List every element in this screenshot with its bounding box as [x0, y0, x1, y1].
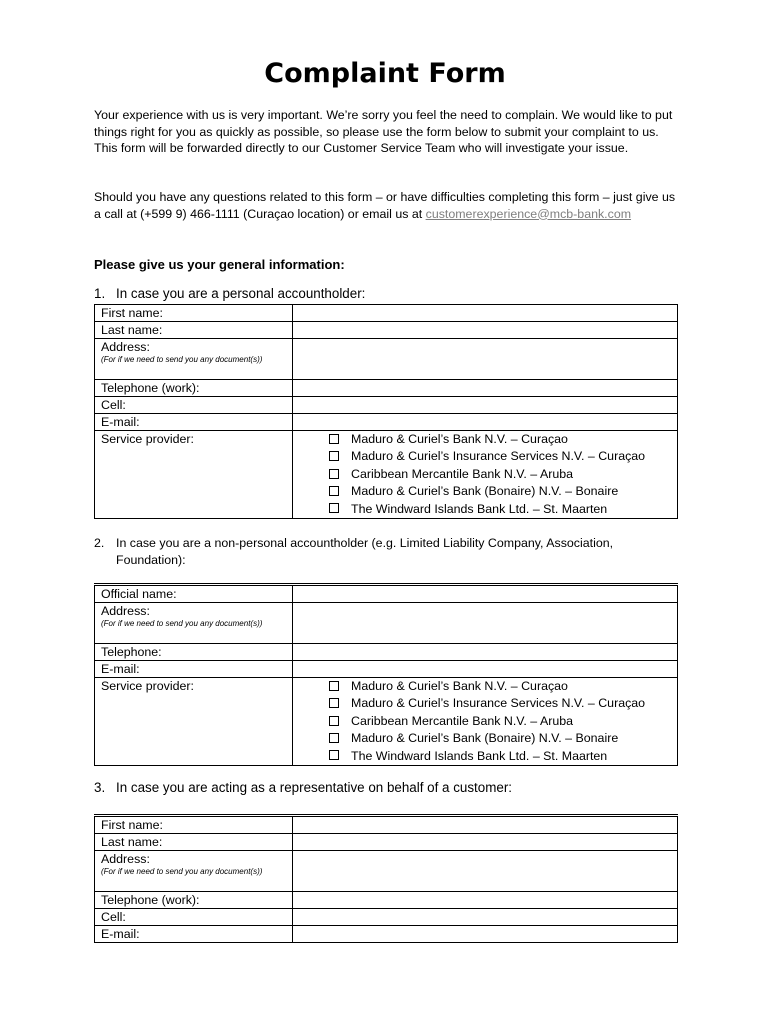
official-name-field[interactable] — [293, 585, 678, 603]
telephone-field[interactable] — [293, 380, 678, 397]
last-name-field[interactable] — [293, 322, 678, 339]
representative-table — [94, 814, 678, 943]
checkbox-icon[interactable] — [329, 451, 339, 461]
first-name-field[interactable] — [293, 305, 678, 322]
last-name-field[interactable] — [293, 834, 678, 851]
last-name-label: Last name: — [95, 322, 293, 339]
telephone-label: Telephone (work): — [95, 380, 293, 397]
intro-paragraph: Your experience with us is very important. We’re sorry you feel the need to complain. We would like to put things right for you as quickly as possible, so please use the form below to submit your complaint to us. This form will be forwarded directly to our Customer Service Team who will investigate your issue. — [94, 108, 673, 156]
first-name-label: First name: — [95, 305, 293, 322]
service-provider-options — [293, 678, 678, 766]
cell-label: Cell: — [95, 909, 293, 926]
table-row — [95, 644, 678, 661]
address-field[interactable] — [293, 603, 678, 644]
service-option[interactable] — [329, 501, 671, 518]
email-label: E-mail: — [95, 661, 293, 678]
address-label: Address: — [101, 340, 150, 354]
checkbox-icon[interactable] — [329, 716, 339, 726]
email-field[interactable] — [293, 926, 678, 943]
service-provider-list — [299, 431, 671, 518]
service-option-label: Maduro & Curiel’s Insurance Services N.V. – Curaçao — [351, 449, 646, 464]
telephone-label: Telephone (work): — [95, 892, 293, 909]
table-row — [95, 397, 678, 414]
contact-paragraph — [94, 189, 684, 222]
service-option[interactable] — [329, 448, 671, 465]
table-row — [95, 322, 678, 339]
section-3-heading — [94, 780, 512, 795]
official-name-label: Official name: — [95, 585, 293, 603]
table-row — [95, 816, 678, 834]
service-provider-list — [299, 678, 671, 765]
service-option-label: Caribbean Mercantile Bank N.V. – Aruba — [351, 713, 574, 728]
table-row — [95, 851, 678, 892]
table-row — [95, 661, 678, 678]
service-option[interactable] — [329, 713, 671, 730]
table-row — [95, 678, 678, 766]
service-option-label: Maduro & Curiel’s Bank N.V. – Curaçao — [351, 679, 568, 693]
service-option-label: Maduro & Curiel’s Bank (Bonaire) N.V. – Bonaire — [351, 731, 619, 746]
email-label: E-mail: — [95, 926, 293, 943]
table-row — [95, 834, 678, 851]
service-option-label: Maduro & Curiel’s Bank N.V. – Curaçao — [351, 432, 568, 446]
service-option-label: Maduro & Curiel’s Insurance Services N.V. – Curaçao — [351, 696, 646, 711]
checkbox-icon[interactable] — [329, 503, 339, 513]
checkbox-icon[interactable] — [329, 681, 339, 691]
table-row — [95, 380, 678, 397]
section-3-title: In case you are acting as a representative on behalf of a customer: — [116, 780, 512, 795]
section-3-number: 3. — [94, 780, 106, 795]
non-personal-accountholder-table — [94, 583, 678, 766]
address-hint: (For if we need to send you any document(s)) — [101, 619, 263, 628]
contact-text: Should you have any questions related to this form – or have difficulties completing this form – just give us a call at (+599 9) 466-1111 (Curaçao location) or email us at — [94, 190, 676, 221]
table-row — [95, 926, 678, 943]
first-name-field[interactable] — [293, 816, 678, 834]
service-option[interactable] — [329, 695, 671, 712]
address-cell — [95, 339, 293, 380]
table-row — [95, 585, 678, 603]
table-row — [95, 339, 678, 380]
table-row — [95, 414, 678, 431]
checkbox-icon[interactable] — [329, 486, 339, 496]
first-name-label: First name: — [95, 816, 293, 834]
section-1-title: In case you are a personal accountholder: — [116, 286, 366, 301]
email-field[interactable] — [293, 661, 678, 678]
cell-field[interactable] — [293, 397, 678, 414]
section-2-heading — [94, 535, 664, 568]
service-option[interactable] — [329, 466, 671, 483]
cell-field[interactable] — [293, 909, 678, 926]
email-field[interactable] — [293, 414, 678, 431]
service-provider-label: Service provider: — [95, 431, 293, 519]
service-option[interactable] — [329, 678, 671, 695]
telephone-label: Telephone: — [95, 644, 293, 661]
last-name-label: Last name: — [95, 834, 293, 851]
service-option[interactable] — [329, 730, 671, 747]
service-option-label: The Windward Islands Bank Ltd. – St. Maarten — [351, 501, 608, 516]
address-label: Address: — [101, 852, 150, 866]
service-provider-options — [293, 431, 678, 519]
service-option[interactable] — [329, 483, 671, 500]
page-title: Complaint Form — [264, 58, 506, 89]
telephone-field[interactable] — [293, 892, 678, 909]
checkbox-icon[interactable] — [329, 434, 339, 444]
contact-email-link[interactable]: customerexperience@mcb-bank.com — [425, 206, 632, 221]
personal-accountholder-table — [94, 304, 678, 519]
address-field[interactable] — [293, 339, 678, 380]
address-cell — [95, 851, 293, 892]
checkbox-icon[interactable] — [329, 750, 339, 760]
service-option-label: Caribbean Mercantile Bank N.V. – Aruba — [351, 466, 574, 481]
service-option-label: The Windward Islands Bank Ltd. – St. Maarten — [351, 748, 608, 763]
address-label: Address: — [101, 604, 150, 618]
general-info-heading: Please give us your general information: — [94, 257, 345, 272]
checkbox-icon[interactable] — [329, 733, 339, 743]
section-2-number: 2. — [94, 536, 105, 550]
service-option[interactable] — [329, 431, 671, 448]
service-option-label: Maduro & Curiel’s Bank (Bonaire) N.V. – Bonaire — [351, 484, 619, 499]
table-row — [95, 892, 678, 909]
section-1-heading — [94, 286, 365, 301]
checkbox-icon[interactable] — [329, 469, 339, 479]
address-cell — [95, 603, 293, 644]
section-2-title: In case you are a non-personal accountholder (e.g. Limited Liability Company, Association, Foundation): — [116, 536, 614, 567]
table-row — [95, 603, 678, 644]
table-row — [95, 431, 678, 519]
checkbox-icon[interactable] — [329, 698, 339, 708]
service-provider-label: Service provider: — [95, 678, 293, 766]
email-label: E-mail: — [95, 414, 293, 431]
address-hint: (For if we need to send you any document(s)) — [101, 867, 263, 876]
telephone-field[interactable] — [293, 644, 678, 661]
section-1-number: 1. — [94, 286, 106, 301]
table-row — [95, 305, 678, 322]
cell-label: Cell: — [95, 397, 293, 414]
address-field[interactable] — [293, 851, 678, 892]
table-row — [95, 909, 678, 926]
service-option[interactable] — [329, 748, 671, 765]
address-hint: (For if we need to send you any document(s)) — [101, 355, 263, 364]
